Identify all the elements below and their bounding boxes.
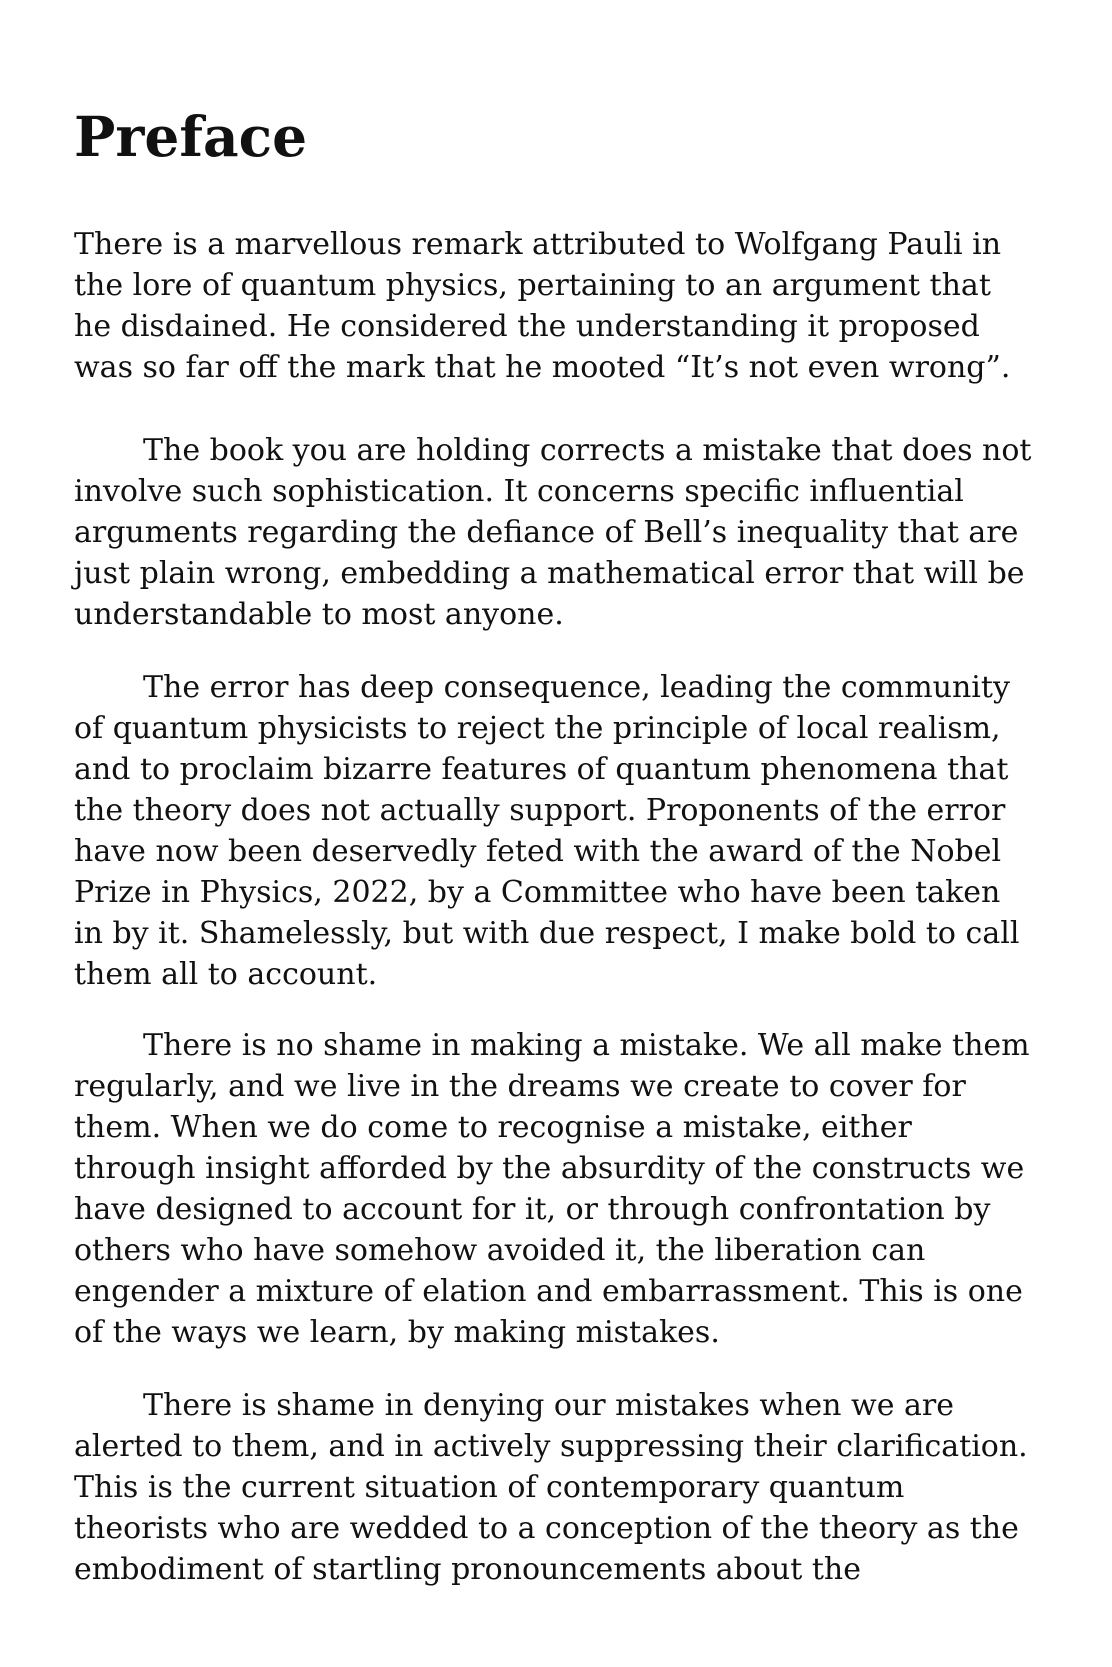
paragraph-line: Prize in Physics, 2022, by a Committee who have been taken xyxy=(74,875,1001,910)
paragraph-line: There is a marvellous remark attributed to Wolfgang Pauli in xyxy=(74,227,1002,262)
paragraph-line: just plain wrong, embedding a mathematical error that will be xyxy=(74,556,1025,591)
paragraph-line: of quantum physicists to reject the principle of local realism, xyxy=(74,711,1001,746)
paragraph-line: regularly, and we live in the dreams we create to cover for xyxy=(74,1069,966,1104)
paragraph-line: others who have somehow avoided it, the liberation can xyxy=(74,1233,926,1268)
page-title: Preface xyxy=(74,104,308,169)
paragraph-3 xyxy=(74,667,1019,995)
paragraph-line: in by it. Shamelessly, but with due respect, I make bold to call xyxy=(74,916,1020,951)
paragraph-2 xyxy=(74,430,1032,635)
paragraph-line: the theory does not actually support. Proponents of the error xyxy=(74,793,1006,828)
paragraph-line: was so far off the mark that he mooted “It’s not even wrong”. xyxy=(74,350,1011,385)
paragraph-line: them. When we do come to recognise a mistake, either xyxy=(74,1110,912,1145)
paragraph-line: and to proclaim bizarre features of quantum phenomena that xyxy=(74,752,1009,787)
paragraph-line: There is no shame in making a mistake. We all make them xyxy=(143,1028,1030,1063)
paragraph-line: theorists who are wedded to a conception of the theory as the xyxy=(74,1511,1019,1546)
paragraph-line: of the ways we learn, by making mistakes. xyxy=(74,1315,720,1350)
paragraph-line: have designed to account for it, or through confrontation by xyxy=(74,1192,991,1227)
paragraph-line: alerted to them, and in actively suppressing their clarification. xyxy=(74,1429,1028,1464)
paragraph-line: have now been deservedly feted with the award of the Nobel xyxy=(74,834,1002,869)
paragraph-line: The book you are holding corrects a mistake that does not xyxy=(143,433,1032,468)
paragraph-line: There is shame in denying our mistakes when we are xyxy=(143,1388,954,1423)
paragraph-line: them all to account. xyxy=(74,957,378,992)
paragraph-line: he disdained. He considered the understanding it proposed xyxy=(74,309,980,344)
paragraph-line: arguments regarding the defiance of Bell’s inequality that are xyxy=(74,515,1019,550)
paragraph-1 xyxy=(74,224,1010,388)
paragraph-line: engender a mixture of elation and embarrassment. This is one xyxy=(74,1274,1023,1309)
paragraph-line: the lore of quantum physics, pertaining to an argument that xyxy=(74,268,991,303)
paragraph-line: understandable to most anyone. xyxy=(74,597,564,632)
paragraph-5 xyxy=(74,1385,1028,1590)
paragraph-line: through insight afforded by the absurdity of the constructs we xyxy=(74,1151,1025,1186)
paragraph-4 xyxy=(74,1025,1030,1353)
paragraph-line: The error has deep consequence, leading the community xyxy=(143,670,1010,705)
paragraph-line: This is the current situation of contemporary quantum xyxy=(74,1470,905,1505)
paragraph-line: involve such sophistication. It concerns specific influential xyxy=(74,474,964,509)
paragraph-line: embodiment of startling pronouncements about the xyxy=(74,1552,861,1587)
